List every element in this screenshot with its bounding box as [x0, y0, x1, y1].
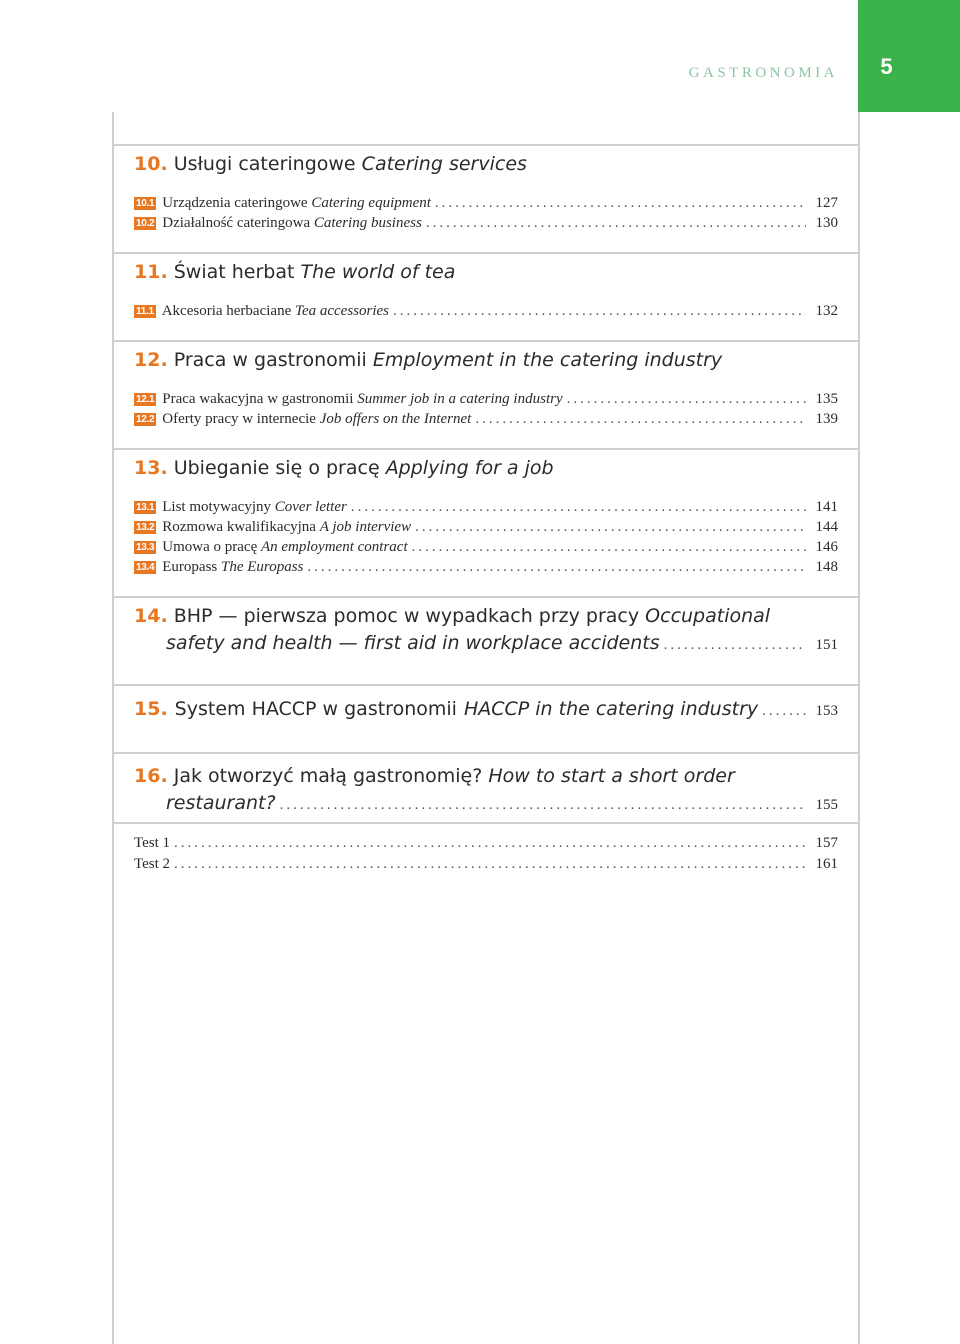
chapter-11	[113, 252, 858, 334]
page-ref: 141	[815, 499, 838, 515]
toc-item[interactable]	[134, 557, 838, 577]
running-head: GASTRONOMIA	[688, 65, 838, 81]
dot-leader	[351, 497, 806, 517]
dot-leader	[567, 389, 806, 409]
item-title-en: Job offers on the Internet	[319, 411, 472, 427]
item-title-pl: Europass	[162, 559, 218, 575]
chapter-heading[interactable]	[134, 603, 840, 630]
toc-item[interactable]	[134, 517, 838, 537]
toc-item[interactable]	[134, 497, 838, 517]
chapter-heading[interactable]	[134, 763, 840, 790]
chapter-heading[interactable]	[134, 696, 838, 725]
item-title-en: Summer job in a catering industry	[357, 391, 563, 407]
chapter-number: 15.	[134, 698, 168, 720]
item-title-pl: Praca wakacyjna w gastronomii	[162, 391, 354, 407]
section-badge: 13.1	[136, 502, 155, 513]
chapter-heading-continuation[interactable]	[166, 790, 838, 819]
chapter-number: 11.	[134, 261, 168, 283]
page-ref: 153	[815, 703, 838, 719]
chapter-title-en: The world of tea	[300, 261, 456, 283]
chapter-title-en: How to start a short order	[488, 765, 735, 787]
chapter-title-en: Employment in the catering industry	[372, 349, 723, 371]
dot-leader	[174, 833, 806, 853]
toc-item[interactable]	[134, 301, 838, 321]
section-badge: 11.1	[136, 306, 154, 317]
chapter-heading[interactable]	[134, 259, 840, 286]
item-title-en: An employment contract	[260, 539, 408, 555]
toc-item[interactable]	[134, 193, 838, 213]
chapter-title-en: Applying for a job	[385, 457, 554, 479]
chapter-number: 10.	[134, 153, 168, 175]
dot-leader	[475, 409, 806, 429]
dot-leader	[435, 193, 806, 213]
item-title-pl: Urządzenia cateringowe	[162, 195, 308, 211]
dot-leader	[412, 537, 806, 557]
chapter-10	[113, 144, 858, 246]
page-ref: 132	[815, 303, 838, 319]
chapter-title-pl: Ubieganie się o pracę	[173, 457, 380, 479]
page-ref: 139	[815, 411, 838, 427]
item-title-en: Tea accessories	[294, 303, 390, 319]
chapter-heading[interactable]	[134, 151, 840, 178]
chapter-13	[113, 448, 858, 590]
toc-item[interactable]	[134, 409, 838, 429]
toc-item[interactable]	[134, 213, 838, 233]
page-ref: 157	[815, 835, 838, 851]
dot-leader	[393, 301, 806, 321]
page-number: 5	[880, 54, 893, 79]
chapter-15	[113, 684, 858, 736]
chapter-number: 13.	[134, 457, 168, 479]
chapter-number: 16.	[134, 765, 168, 787]
item-title-pl: Akcesoria herbaciane	[161, 303, 292, 319]
item-title-en: Catering business	[313, 215, 422, 231]
section-badge: 13.2	[136, 522, 155, 533]
section-badge: 10.1	[136, 198, 155, 209]
page-ref: 155	[815, 797, 838, 813]
toc-item[interactable]	[134, 537, 838, 557]
test-label: Test 2	[134, 856, 171, 872]
item-title-en: A job interview	[319, 519, 412, 535]
item-title-pl: List motywacyjny	[162, 499, 272, 515]
page-ref: 130	[815, 215, 838, 231]
tests-section	[113, 822, 858, 894]
chapter-number: 14.	[134, 605, 168, 627]
page-ref: 151	[815, 637, 838, 653]
chapter-heading[interactable]	[134, 347, 840, 374]
chapter-title-en: Catering services	[361, 153, 527, 175]
toc-item[interactable]	[134, 389, 838, 409]
dot-leader	[307, 557, 806, 577]
page-ref: 127	[815, 195, 838, 211]
chapter-heading-continuation[interactable]	[166, 630, 838, 659]
page-ref: 146	[815, 539, 838, 555]
dot-leader	[664, 632, 806, 659]
section-badge: 12.1	[136, 394, 155, 405]
toc-item[interactable]	[134, 854, 838, 874]
dot-leader	[415, 517, 806, 537]
page-ref: 144	[815, 519, 838, 535]
section-badge: 13.4	[136, 562, 155, 573]
chapter-14	[113, 596, 858, 678]
chapter-title-en: Occupational	[645, 605, 771, 627]
chapter-title-pl: Jak otworzyć małą gastronomię?	[173, 765, 483, 787]
section-badge: 13.3	[136, 542, 155, 553]
item-title-en: The Europass	[221, 559, 304, 575]
chapter-title-pl: System HACCP w gastronomii	[174, 698, 457, 720]
dot-leader	[426, 213, 806, 233]
frame-right-rule	[858, 112, 860, 1344]
item-title-pl: Działalność cateringowa	[162, 215, 311, 231]
dot-leader	[174, 854, 806, 874]
dot-leader	[762, 698, 806, 725]
chapter-heading[interactable]	[134, 455, 840, 482]
item-title-pl: Rozmowa kwalifikacyjna	[162, 519, 316, 535]
chapter-title-en: safety and health — first aid in workplace accidents	[166, 632, 660, 654]
dot-leader	[280, 792, 806, 819]
test-label: Test 1	[134, 835, 171, 851]
item-title-en: Catering equipment	[311, 195, 431, 211]
toc-item[interactable]	[134, 833, 838, 853]
chapter-title-pl: Świat herbat	[173, 261, 295, 283]
chapter-title-pl: Praca w gastronomii	[173, 349, 367, 371]
item-title-pl: Umowa o pracę	[162, 539, 258, 555]
chapter-title-pl: Usługi cateringowe	[173, 153, 356, 175]
chapter-title-pl: BHP — pierwsza pomoc w wypadkach przy pracy	[173, 605, 640, 627]
item-title-pl: Oferty pracy w internecie	[162, 411, 316, 427]
chapter-number: 12.	[134, 349, 168, 371]
page-ref: 135	[815, 391, 838, 407]
section-badge: 10.2	[136, 218, 155, 229]
page-ref: 148	[815, 559, 838, 575]
chapter-title-en: restaurant?	[166, 792, 276, 814]
chapter-12	[113, 340, 858, 442]
item-title-en: Cover letter	[274, 499, 347, 515]
chapter-title-en: HACCP in the catering industry	[463, 698, 759, 720]
section-badge: 12.2	[136, 414, 155, 425]
page-ref: 161	[815, 856, 838, 872]
